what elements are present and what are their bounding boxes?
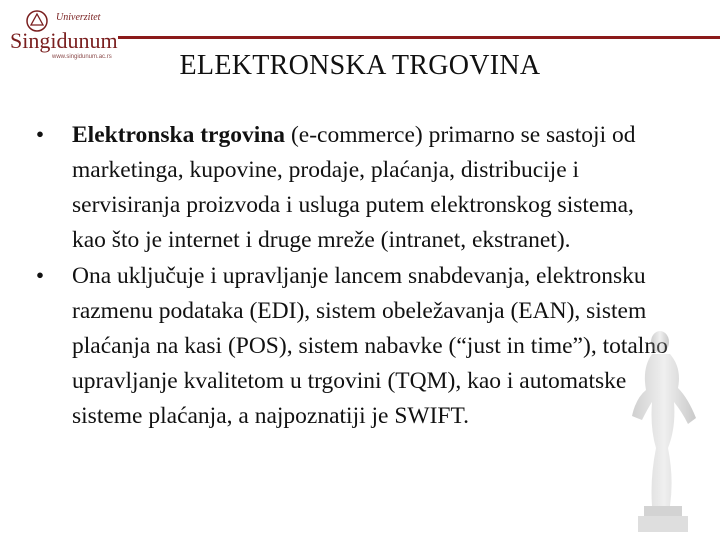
bullet-list [28, 118, 668, 435]
statuette-icon [622, 328, 702, 538]
bullet-text: Ona uključuje i upravljanje lancem snabdevanja, elektronsku razmenu podataka (EDI), sistem obeležavanja (EAN), sistem plaćanja na kasi (POS), sistem nabavke (“just in time”), totalno upravljanje kvalitetom u trgovini (TQM), kao i automatske sisteme plaćanja, a najpoznatiji je SWIFT. [72, 263, 668, 429]
bullet-bold-term: Elektronska trgovina [72, 122, 286, 148]
bullet-item [28, 118, 668, 258]
bullet-item [28, 259, 668, 434]
logo-top-text: Univerzitet [56, 12, 101, 23]
logo-url-text: www.singidunum.ac.rs [52, 54, 112, 60]
bullet-text: (e-commerce) primarno se sastoji od marketinga, kupovine, prodaje, plaćanja, distribucije i servisiranja proizvoda i usluga putem elektronskog sistema, kao što je internet i druge mreže (intranet, ekstranet). [72, 122, 636, 253]
logo-main-text: Singidunum [10, 28, 118, 53]
bullet-marker: • [35, 122, 45, 148]
header-rule [118, 36, 720, 39]
bullet-marker: • [35, 263, 45, 289]
page-title: ELEKTRONSKA TRGOVINA [179, 50, 541, 81]
